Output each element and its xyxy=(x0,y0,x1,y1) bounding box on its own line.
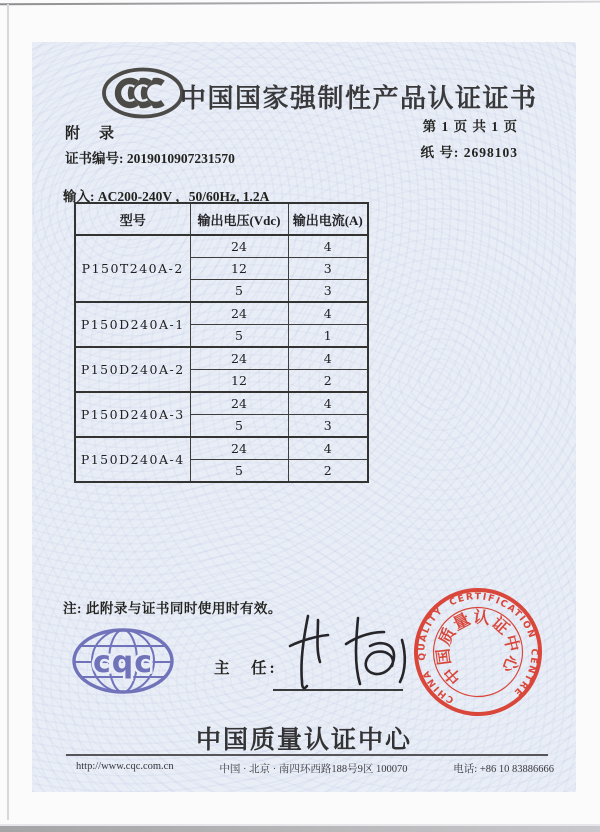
current-cell: 4 xyxy=(288,302,368,325)
output-spec-table xyxy=(74,202,369,483)
svg-text:CHINA QUALITY CERTIFICATION CE xyxy=(409,583,547,721)
model-cell: P150D240A-1 xyxy=(75,302,190,347)
table-header-row xyxy=(75,203,368,235)
certificate-number xyxy=(65,147,235,167)
current-cell: 4 xyxy=(288,235,368,258)
model-cell: P150D240A-2 xyxy=(75,347,190,392)
current-cell: 3 xyxy=(288,280,368,303)
voltage-cell: 5 xyxy=(190,280,288,303)
certificate-number-value: 2019010907231570 xyxy=(126,151,235,166)
organization-name: 中国质量认证中心 xyxy=(195,727,412,754)
voltage-cell: 12 xyxy=(190,370,288,393)
table-row xyxy=(75,437,368,460)
voltage-cell: 24 xyxy=(190,302,288,325)
director-signature xyxy=(274,608,416,696)
current-cell: 2 xyxy=(288,370,368,393)
current-cell: 2 xyxy=(288,460,368,483)
col-header-current: 输出电流(A) xyxy=(288,203,368,235)
col-header-model: 型号 xyxy=(75,203,190,235)
cqc-red-stamp xyxy=(409,583,547,721)
voltage-cell: 24 xyxy=(190,347,288,370)
paper-number-label: 纸 号: xyxy=(420,145,464,160)
paper-number-value: 2698103 xyxy=(463,145,518,160)
table-row xyxy=(75,235,368,258)
scan-edge-bottom xyxy=(0,826,600,832)
voltage-cell: 24 xyxy=(190,235,288,258)
input-value: AC200-240V ，50/60Hz, 1.2A xyxy=(97,189,270,204)
validity-note: 注: 此附录与证书同时使用时有效。 xyxy=(63,601,282,616)
stamp-inner-text: 中国质量认证中心 xyxy=(433,607,523,688)
table-row xyxy=(75,347,368,370)
voltage-cell: 5 xyxy=(190,415,288,438)
table-row xyxy=(75,302,368,325)
voltage-cell: 5 xyxy=(190,460,288,483)
voltage-cell: 12 xyxy=(190,258,288,280)
voltage-cell: 5 xyxy=(190,325,288,348)
cqc-logo-icon xyxy=(71,627,175,695)
paper-number xyxy=(421,144,519,161)
cqc-logo-letters: cqc xyxy=(92,645,154,680)
input-label: 输入: xyxy=(63,189,98,204)
voltage-cell: 24 xyxy=(190,437,288,460)
stamp-ring-text: CHINA QUALITY CERTIFICATION CENTRE xyxy=(416,591,540,706)
current-cell: 4 xyxy=(288,392,368,415)
table-row xyxy=(75,392,368,415)
footer-divider xyxy=(66,754,548,756)
certificate-sheet xyxy=(32,42,576,792)
footer-phone: 电话: +86 10 83886666 xyxy=(453,764,554,775)
current-cell: 3 xyxy=(288,415,368,438)
certificate-number-label: 证书编号: xyxy=(65,151,127,166)
model-cell: P150D240A-4 xyxy=(75,437,190,482)
scan-edge-left xyxy=(7,4,9,820)
col-header-voltage: 输出电压(Vdc) xyxy=(190,203,288,235)
footer-website: http://www.cqc.com.cn xyxy=(76,761,174,772)
model-cell: P150T240A-2 xyxy=(75,235,190,302)
current-cell: 3 xyxy=(288,258,368,280)
certificate-title: 中国国家强制性产品认证证书 xyxy=(180,84,538,113)
current-cell: 4 xyxy=(288,347,368,370)
current-cell: 4 xyxy=(288,437,368,460)
footer-address: 中国 · 北京 · 南四环西路188号9区 100070 xyxy=(219,764,408,775)
voltage-cell: 24 xyxy=(190,392,288,415)
model-cell: P150D240A-3 xyxy=(75,392,190,437)
appendix-label: 附 录 xyxy=(65,126,117,142)
footer-contact-row xyxy=(76,761,554,776)
director-label: 主 任: xyxy=(214,660,278,677)
ccc-mark-icon xyxy=(100,66,186,120)
header-right-block xyxy=(421,118,519,161)
current-cell: 1 xyxy=(288,325,368,348)
scan-edge-top xyxy=(0,1,600,6)
page-info: 第 1 页 共 1 页 xyxy=(422,119,518,134)
